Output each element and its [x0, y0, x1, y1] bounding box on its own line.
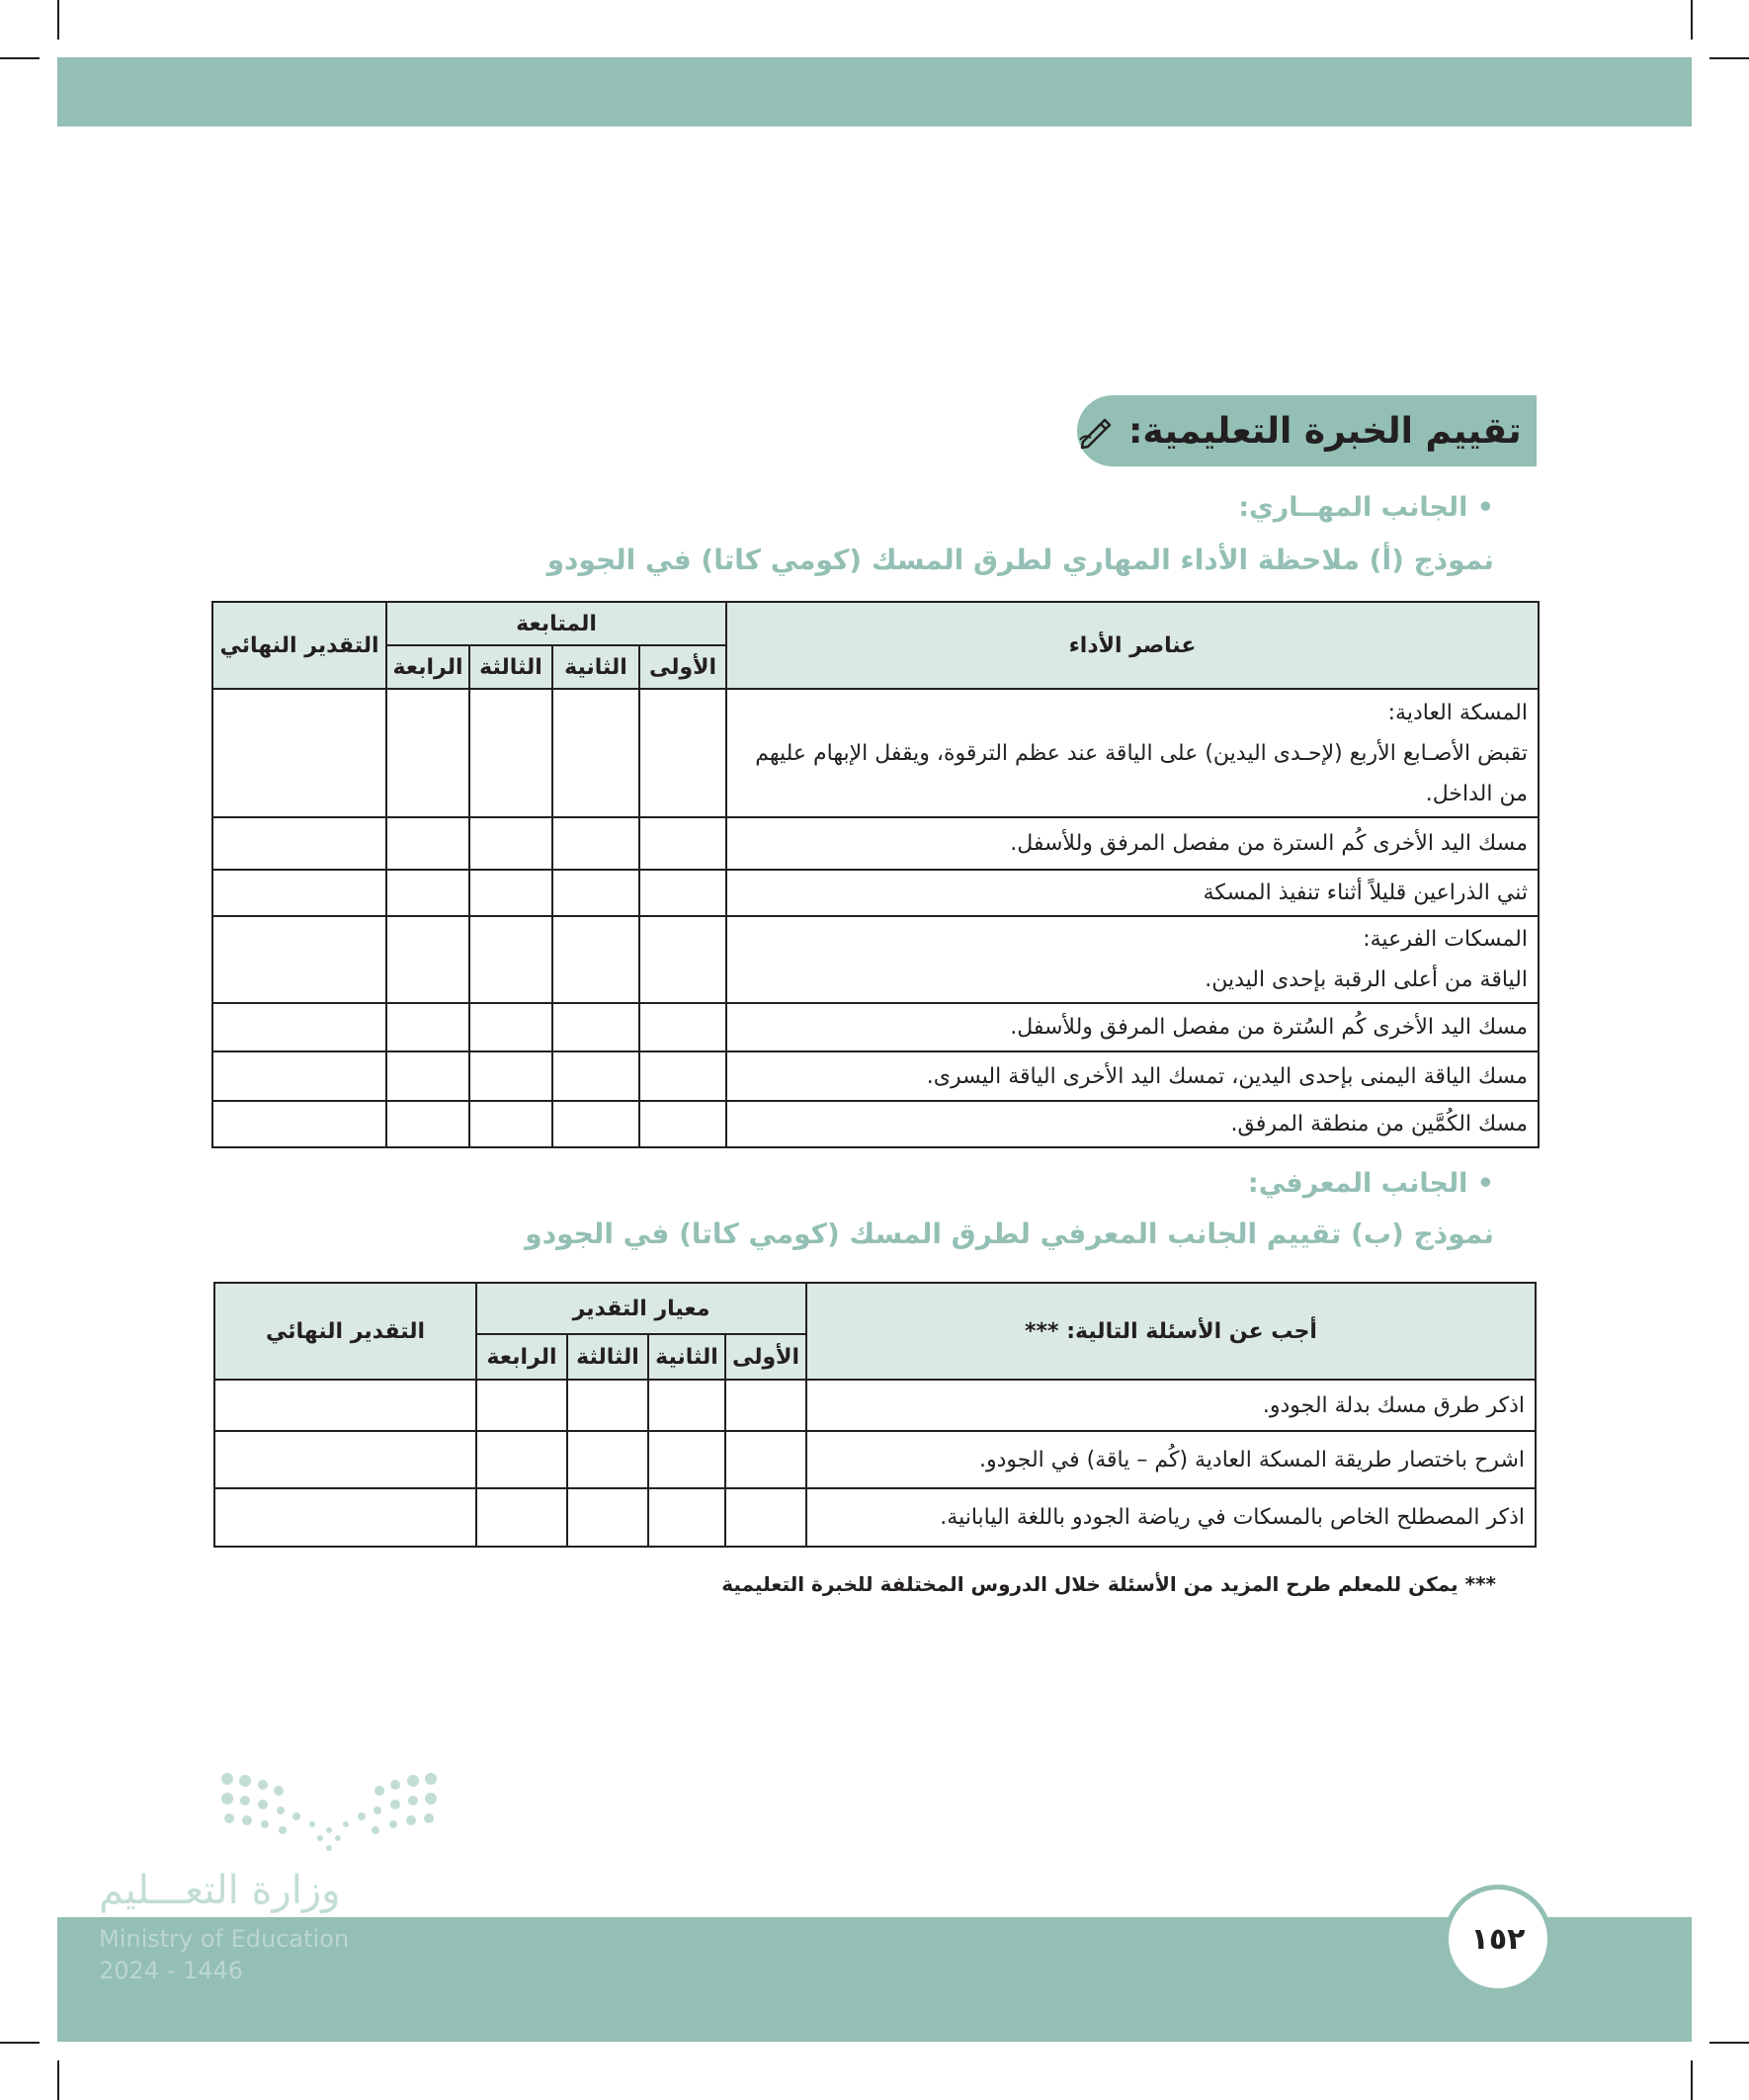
ministry-logo	[99, 1769, 356, 2006]
grade-cell[interactable]	[639, 1101, 726, 1147]
item-line: المسكة العادية:	[1387, 700, 1528, 725]
grade-cell[interactable]	[567, 1431, 648, 1488]
crop-mark	[1709, 57, 1749, 59]
grade-cell[interactable]	[552, 1101, 639, 1147]
item-line: المسكات الفرعية:	[1363, 927, 1528, 952]
final-grade-cell[interactable]	[212, 689, 386, 817]
item-line: ثني الذراعين قليلاً أثناء تنفيذ المسكة	[1203, 881, 1528, 905]
crop-mark	[1709, 2042, 1749, 2044]
section-title: تقييم الخبرة التعليمية:	[1128, 410, 1522, 452]
grade-cell[interactable]	[725, 1431, 806, 1488]
final-grade-cell[interactable]	[214, 1488, 476, 1547]
grade-cell[interactable]	[386, 1101, 469, 1147]
grade-cell[interactable]	[469, 870, 552, 916]
grade-cell[interactable]	[469, 916, 552, 1003]
grade-cell[interactable]	[725, 1380, 806, 1431]
performance-item-cell	[806, 1380, 1536, 1431]
pencil-writing-icon	[1077, 412, 1115, 450]
grade-cell[interactable]	[639, 1003, 726, 1051]
table-row	[212, 689, 1539, 817]
model-b-title: نموذج (ب) تقييم الجانب المعرفي لطرق المسك (كومي كاتا) في الجودو	[525, 1218, 1494, 1250]
performance-item-cell	[726, 1101, 1539, 1147]
grade-cell[interactable]	[552, 817, 639, 870]
grade-cell[interactable]	[639, 817, 726, 870]
grade-cell[interactable]	[648, 1380, 725, 1431]
logo-arabic-text: وزارة التعـــليم	[99, 1868, 341, 1913]
grade-cell[interactable]	[469, 689, 552, 817]
grade-cell[interactable]	[552, 870, 639, 916]
grade-cell[interactable]	[552, 916, 639, 1003]
table-row	[212, 916, 1539, 1003]
round-header: الثالثة	[469, 645, 552, 689]
item-line: من الداخل.	[1425, 781, 1528, 806]
performance-item-cell	[726, 1051, 1539, 1101]
item-line: اذكر طرق مسك بدلة الجودو.	[1262, 1392, 1525, 1418]
grade-cell[interactable]	[476, 1431, 567, 1488]
column-header-followup: المتابعة	[386, 602, 726, 645]
performance-item-cell	[726, 817, 1539, 870]
page-number: ١٥٢	[1444, 1885, 1552, 1993]
table-row	[214, 1380, 1536, 1431]
grade-cell[interactable]	[469, 1003, 552, 1051]
skill-section-heading: • الجانب المهــاري:	[1238, 492, 1494, 523]
grade-cell[interactable]	[567, 1380, 648, 1431]
round-header: الرابعة	[476, 1334, 567, 1380]
grade-cell[interactable]	[639, 916, 726, 1003]
table-row	[212, 870, 1539, 916]
crop-mark	[0, 2042, 40, 2044]
performance-item-cell	[726, 689, 1539, 817]
grade-cell[interactable]	[567, 1488, 648, 1547]
crop-mark	[1691, 0, 1693, 40]
grade-cell[interactable]	[386, 1003, 469, 1051]
table-row	[212, 817, 1539, 870]
column-header-final-grade: التقدير النهائي	[212, 602, 386, 689]
item-line: اشرح باختصار طريقة المسكة العادية (كُم – ياقة) في الجودو.	[978, 1447, 1525, 1472]
grade-cell[interactable]	[552, 1051, 639, 1101]
grade-cell[interactable]	[648, 1431, 725, 1488]
item-line: مسك اليد الأخرى كُم السترة من مفصل المرفق وللأسفل.	[1010, 831, 1528, 856]
final-grade-cell[interactable]	[212, 1101, 386, 1147]
final-grade-cell[interactable]	[212, 916, 386, 1003]
performance-item-cell	[726, 1003, 1539, 1051]
grade-cell[interactable]	[386, 1051, 469, 1101]
table-row	[212, 1051, 1539, 1101]
logo-dots-icon	[215, 1769, 443, 1858]
final-grade-cell[interactable]	[212, 1003, 386, 1051]
performance-item-cell	[806, 1431, 1536, 1488]
knowledge-section-heading: • الجانب المعرفي:	[1247, 1168, 1494, 1199]
knowledge-assessment-table	[213, 1282, 1537, 1548]
header-band	[57, 57, 1692, 126]
performance-item-cell	[726, 870, 1539, 916]
grade-cell[interactable]	[386, 817, 469, 870]
model-a-title: نموذج (أ) ملاحظة الأداء المهاري لطرق المسك (كومي كاتا) في الجودو	[546, 544, 1494, 576]
round-header: الأولى	[725, 1334, 806, 1380]
round-header: الثانية	[648, 1334, 725, 1380]
grade-cell[interactable]	[725, 1488, 806, 1547]
logo-year-text: 2024 - 1446	[99, 1957, 244, 1984]
logo-english-text: Ministry of Education	[99, 1925, 350, 1953]
final-grade-cell[interactable]	[212, 817, 386, 870]
grade-cell[interactable]	[552, 1003, 639, 1051]
section-title-box	[1077, 395, 1537, 466]
crop-mark	[1691, 2060, 1693, 2100]
item-line: الياقة من أعلى الرقبة بإحدى اليدين.	[1205, 967, 1528, 992]
final-grade-cell[interactable]	[214, 1431, 476, 1488]
performance-item-cell	[806, 1488, 1536, 1547]
grade-cell[interactable]	[469, 1051, 552, 1101]
grade-cell[interactable]	[552, 689, 639, 817]
grade-cell[interactable]	[386, 916, 469, 1003]
round-header: الرابعة	[386, 645, 469, 689]
round-header: الثانية	[552, 645, 639, 689]
item-line: تقبض الأصـابع الأربع (لإحـدى اليدين) على الياقة عند عظم الترقوة، ويقفل الإبهام عليهم	[755, 740, 1528, 766]
column-header-questions: أجب عن الأسئلة التالية: ***	[806, 1283, 1536, 1380]
column-header-grading-criteria: معيار التقدير	[476, 1283, 806, 1334]
item-line: مسك اليد الأخرى كُم السُترة من مفصل المرفق وللأسفل.	[1010, 1015, 1528, 1040]
grade-cell[interactable]	[476, 1488, 567, 1547]
performance-item-cell	[726, 916, 1539, 1003]
crop-mark	[57, 0, 59, 40]
grade-cell[interactable]	[639, 1051, 726, 1101]
item-line: اذكر المصطلح الخاص بالمسكات في رياضة الجودو باللغة اليابانية.	[940, 1505, 1525, 1530]
table-row	[212, 1101, 1539, 1147]
grade-cell[interactable]	[476, 1380, 567, 1431]
grade-cell[interactable]	[469, 1101, 552, 1147]
skill-assessment-table	[211, 601, 1540, 1148]
round-header: الأولى	[639, 645, 726, 689]
final-grade-cell[interactable]	[212, 1051, 386, 1101]
grade-cell[interactable]	[648, 1488, 725, 1547]
column-header-final-grade: التقدير النهائي	[214, 1283, 476, 1380]
table-row	[214, 1488, 1536, 1547]
final-grade-cell[interactable]	[212, 870, 386, 916]
item-line: مسك الكُمَّين من منطقة المرفق.	[1230, 1112, 1528, 1136]
grade-cell[interactable]	[386, 689, 469, 817]
crop-mark	[0, 57, 40, 59]
crop-mark	[57, 2060, 59, 2100]
teacher-note: *** يمكن للمعلم طرح المزيد من الأسئلة خلال الدروس المختلفة للخبرة التعليمية	[721, 1572, 1496, 1596]
table-row	[212, 1003, 1539, 1051]
item-line: مسك الياقة اليمنى بإحدى اليدين، تمسك اليد الأخرى الياقة اليسرى.	[926, 1063, 1528, 1089]
grade-cell[interactable]	[386, 870, 469, 916]
table-row	[214, 1431, 1536, 1488]
column-header-performance-items: عناصر الأداء	[726, 602, 1539, 689]
grade-cell[interactable]	[639, 689, 726, 817]
grade-cell[interactable]	[639, 870, 726, 916]
final-grade-cell[interactable]	[214, 1380, 476, 1431]
round-header: الثالثة	[567, 1334, 648, 1380]
grade-cell[interactable]	[469, 817, 552, 870]
